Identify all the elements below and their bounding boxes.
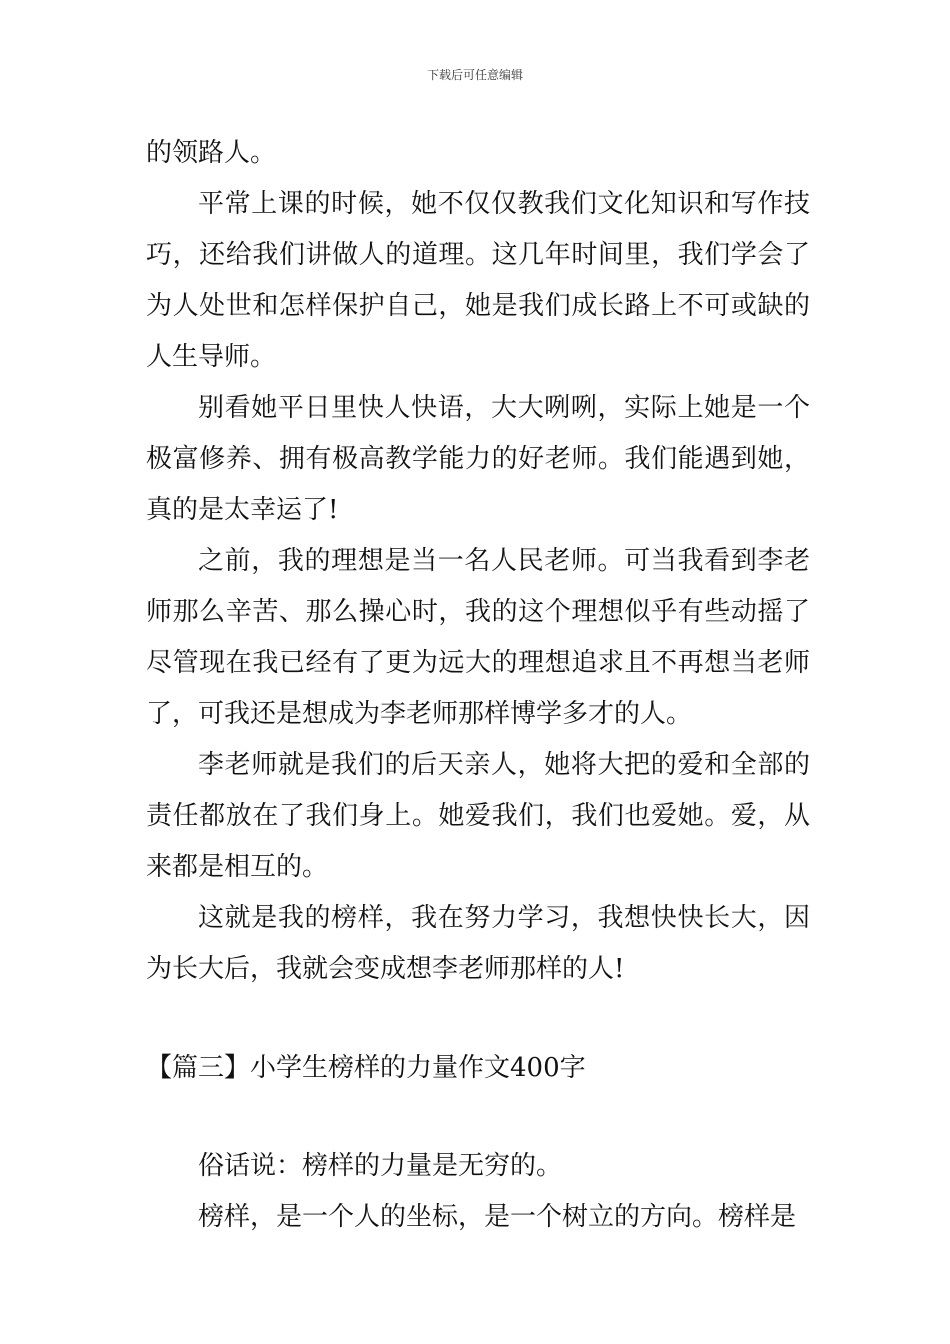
paragraph: 这就是我的榜样，我在努力学习，我想快快长大，因为长大后，我就会变成想李老师那样的人!: [146, 903, 810, 984]
section-spacer: [146, 1094, 810, 1141]
document-body: [146, 128, 810, 1243]
paragraph: 的领路人。: [146, 138, 277, 168]
paragraph: 平常上课的时候，她不仅仅教我们文化知识和写作技巧，还给我们讲做人的道理。这几年时间里，我们学会了为人处世和怎样保护自己，她是我们成长路上不可或缺的人生导师。: [146, 189, 810, 372]
section-spacer: [146, 995, 810, 1043]
page-header: 下载后可任意编辑: [426, 68, 523, 82]
paragraph: 别看她平日里快人快语，大大咧咧，实际上她是一个极富修养、拥有极高教学能力的好老师。我们能遇到她，真的是太幸运了!: [146, 393, 810, 525]
paragraph: 李老师就是我们的后天亲人，她将大把的爱和全部的责任都放在了我们身上。她爱我们，我们也爱她。爱，从来都是相互的。: [146, 750, 810, 882]
paragraph: 榜样，是一个人的坐标，是一个树立的方向。榜样是: [198, 1202, 797, 1232]
paragraph: 俗话说：榜样的力量是无穷的。: [198, 1151, 563, 1181]
paragraph: 之前，我的理想是当一名人民老师。可当我看到李老师那么辛苦、那么操心时，我的这个理想似乎有些动摇了尽管现在我已经有了更为远大的理想追求且不再想当老师了，可我还是想成为李老师那样博学多才的人。: [146, 546, 810, 729]
section-heading: 【篇三】小学生榜样的力量作文400字: [146, 1053, 586, 1083]
